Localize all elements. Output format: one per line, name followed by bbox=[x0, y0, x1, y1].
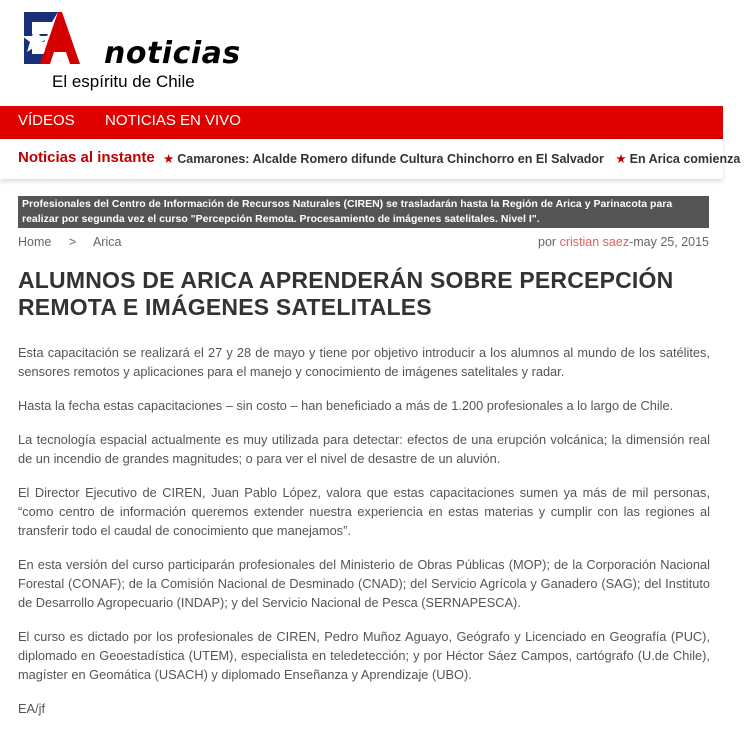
breadcrumb-arica[interactable]: Arica bbox=[92, 235, 122, 249]
breadcrumb bbox=[18, 235, 135, 249]
article-signature: EA/jf bbox=[18, 701, 46, 716]
article-paragraph: En esta versión del curso participarán profesionales del Ministerio de Obras Públicas (MOP); de la Corporación Nacional Forestal (CONAF); de la Comisión Nacional de Desminado (CNAD); del Servicio Agrícola y Ganadero (SAG); del Instituto de Desarrollo Agropecuario (INDAP); y del Servicio Nacional de Pesca (SERNAPESCA). bbox=[18, 557, 710, 610]
article-meta bbox=[538, 235, 709, 249]
breadcrumb-separator: > bbox=[68, 235, 77, 249]
ticker-label: Noticias al instante bbox=[18, 149, 155, 166]
ticker-item[interactable]: ★ En Arica comienza bbox=[615, 152, 741, 166]
nav-item-videos[interactable]: VÍDEOS bbox=[18, 112, 75, 129]
article-paragraph: Hasta la fecha estas capacitaciones – sin costo – han beneficiado a más de 1.200 profesionales a lo largo de Chile. bbox=[18, 398, 674, 413]
article-paragraph: El Director Ejecutivo de CIREN, Juan Pablo López, valora que estas capacitaciones sumen ya más de mil personas, “como centro de información queremos extender nuestra experiencia en estas materias y cumplir con las regiones al transferir todo el caudal de conocimiento que manejamos”. bbox=[18, 485, 710, 538]
news-ticker bbox=[0, 139, 741, 179]
star-icon: ★ bbox=[163, 152, 175, 166]
ticker-items bbox=[163, 151, 748, 166]
author-link[interactable]: cristian saez bbox=[559, 235, 630, 249]
article-body bbox=[18, 343, 710, 733]
site-logo[interactable] bbox=[18, 8, 82, 66]
main-nav bbox=[0, 106, 723, 139]
article-paragraph: Esta capacitación se realizará el 27 y 28 de mayo y tiene por objetivo introducir a los alumnos al mundo de los satélites, sensores remotos y aplicaciones para el manejo y conocimiento de imágenes satelitales y radar. bbox=[18, 345, 710, 379]
nav-item-noticias-en-vivo[interactable]: NOTICIAS EN VIVO bbox=[105, 112, 241, 129]
article-summary: Profesionales del Centro de Información de Recursos Naturales (CIREN) se trasladarán hasta la Región de Arica y Parinacota para realizar por segunda vez el curso "Percepción Remota. Procesamiento de imágenes satelitales. Nivel I". bbox=[18, 196, 709, 228]
logo-word[interactable]: noticias bbox=[104, 36, 241, 71]
logo-tagline: El espíritu de Chile bbox=[52, 72, 195, 91]
ticker-item[interactable]: ★ Camarones: Alcalde Romero difunde Cultura Chinchorro en El Salvador bbox=[163, 152, 604, 166]
article-paragraph: La tecnología espacial actualmente es muy utilizada para detectar: efectos de una erupción volcánica; la dimensión real de un incendio de grandes magnitudes; o para ver el nivel de desastre de un aluvión. bbox=[18, 432, 710, 466]
byline-prefix: por bbox=[538, 235, 557, 249]
article-paragraph: El curso es dictado por los profesionales de CIREN, Pedro Muñoz Aguayo, Geógrafo y Licenciado en Geografía (PUC), diplomado en Geoestadística (UTEM), especialista en teledetección; y por Héctor Sáez Campos, cartógrafo (U.de Chile), magíster en Geomática (USACH) y diplomado Enseñanza y Aprendizaje (UBO). bbox=[18, 629, 710, 682]
article-date: -may 25, 2015 bbox=[629, 235, 709, 249]
article-title: ALUMNOS DE ARICA APRENDERÁN SOBRE PERCEPCIÓN REMOTA E IMÁGENES SATELITALES bbox=[18, 267, 674, 320]
site-header bbox=[0, 0, 723, 106]
breadcrumb-home[interactable]: Home bbox=[18, 235, 52, 249]
star-icon: ★ bbox=[615, 152, 627, 166]
